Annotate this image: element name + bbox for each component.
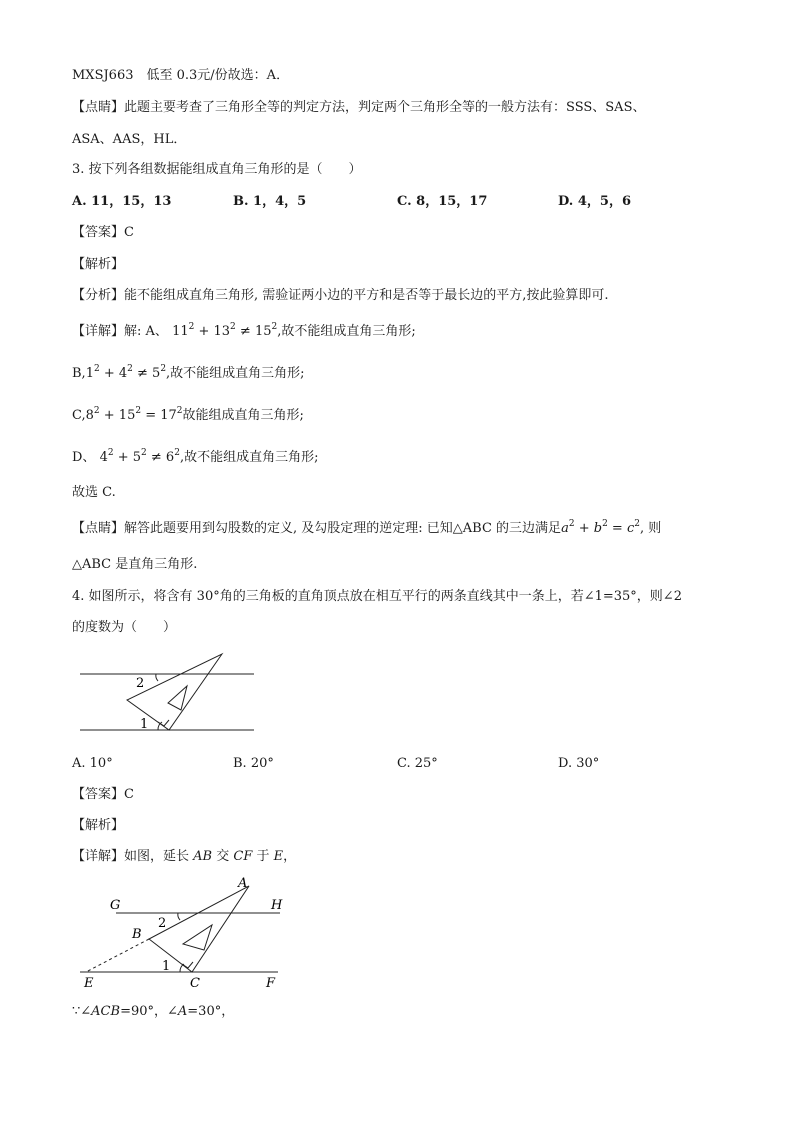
formula-pythagoras: $a^2 + b^2 = c^2$ bbox=[561, 519, 640, 536]
detail-a-prefix: 解: A、 bbox=[124, 324, 168, 339]
extension-be bbox=[86, 939, 149, 972]
detail-a-suffix: ,故不能组成直角三角形; bbox=[277, 324, 416, 339]
comment-part1: 解答此题要用到勾股数的定义, 及勾股定理的逆定理: 已知△ABC 的三边满足 bbox=[124, 521, 562, 536]
angle-1-arc bbox=[158, 722, 162, 730]
point-e: E bbox=[273, 849, 284, 864]
detail-d-suffix: ,故不能组成直角三角形; bbox=[179, 450, 319, 465]
label-2: 2 bbox=[136, 676, 145, 691]
q2-comment-line1 bbox=[72, 99, 645, 117]
comment-tag: 【点睛】 bbox=[72, 521, 125, 536]
label-a: A bbox=[238, 876, 248, 891]
last-prefix: ∵∠ bbox=[72, 1004, 92, 1019]
label-f: F bbox=[266, 976, 276, 991]
detail-c-prefix: C, bbox=[72, 408, 86, 423]
formula-a: $11^2 + 13^2 \ne 15^2$ bbox=[172, 322, 278, 339]
angle-a: A bbox=[177, 1004, 188, 1019]
q3-detail-b bbox=[72, 365, 305, 383]
label-2: 2 bbox=[158, 916, 167, 931]
q4-detail bbox=[72, 848, 296, 866]
label-g: G bbox=[110, 898, 121, 913]
detail-mid2: 于 bbox=[252, 849, 274, 864]
q4-answer bbox=[72, 786, 134, 804]
last-end: =30°， bbox=[187, 1004, 235, 1019]
label-b: B bbox=[132, 927, 142, 942]
q4-figure-1 bbox=[72, 648, 262, 736]
q4-question-line2: 的度数为（ ） bbox=[72, 620, 177, 635]
q3-answer bbox=[72, 224, 134, 242]
angle-acb: ACB bbox=[91, 1004, 121, 1019]
q3-comment-line1 bbox=[72, 520, 661, 538]
answer-tag: 【答案】 bbox=[72, 225, 125, 240]
label-c: C bbox=[190, 976, 200, 991]
q4-analysis-tag: 【解析】 bbox=[72, 818, 125, 833]
q3-option-b: B. 1，4，5 bbox=[233, 194, 307, 209]
formula-b: $1^2 + 4^2 \ne 5^2$ bbox=[85, 364, 167, 381]
detail-prefix: 如图，延长 bbox=[124, 849, 194, 864]
q3-comment-line2: △ABC 是直角三角形. bbox=[72, 557, 198, 572]
set-square-inner bbox=[168, 686, 187, 710]
q4-option-c: C. 25° bbox=[397, 756, 438, 771]
segment-ab: AB bbox=[193, 849, 213, 864]
right-angle-mark bbox=[158, 720, 169, 726]
q2-comment-line2: ASA、AAS，HL． bbox=[72, 132, 187, 147]
q3-fenxi bbox=[72, 287, 609, 305]
q4-option-b: B. 20° bbox=[233, 756, 274, 771]
q3-detail-a bbox=[72, 323, 416, 341]
angle-2-arc bbox=[156, 674, 158, 681]
comment-tag: 【点睛】 bbox=[72, 100, 125, 115]
formula-d: $4^2 + 5^2 \ne 6^2$ bbox=[99, 448, 180, 465]
q3-option-c: C. 8，15，17 bbox=[397, 194, 488, 209]
formula-c: $8^2 + 15^2 = 17^2$ bbox=[85, 406, 183, 423]
right-angle-mark bbox=[182, 962, 193, 968]
q3-detail-d bbox=[72, 449, 318, 467]
angle-2-arc bbox=[178, 913, 180, 920]
comment-part2: , 则 bbox=[639, 521, 662, 536]
detail-d-prefix: D、 bbox=[72, 450, 96, 465]
q3-option-d: D. 4，5，6 bbox=[558, 194, 631, 209]
label-1: 1 bbox=[162, 959, 171, 974]
q3-conclusion: 故选 C. bbox=[72, 485, 116, 500]
last-mid: =90°，∠ bbox=[120, 1004, 178, 1019]
fenxi-tag: 【分析】 bbox=[72, 288, 125, 303]
answer-value: C bbox=[124, 225, 134, 240]
set-square-inner bbox=[183, 925, 212, 950]
detail-b-prefix: B, bbox=[72, 366, 86, 381]
comment-text: 此题主要考查了三角形全等的判定方法，判定两个三角形全等的一般方法有：SSS、SAS、 bbox=[124, 100, 646, 115]
q4-option-d: D. 30° bbox=[558, 756, 600, 771]
segment-cf: CF bbox=[233, 849, 253, 864]
q3-question: 3. 按下列各组数据能组成直角三角形的是（ ） bbox=[72, 162, 362, 177]
answer-value: C bbox=[124, 787, 134, 802]
q4-last-line bbox=[72, 1003, 234, 1021]
q3-analysis-tag: 【解析】 bbox=[72, 257, 125, 272]
label-h: H bbox=[271, 898, 283, 913]
detail-end: ， bbox=[283, 849, 297, 864]
q4-figure-2 bbox=[72, 872, 292, 994]
detail-b-suffix: ,故不能组成直角三角形; bbox=[166, 366, 305, 381]
label-e: E bbox=[84, 976, 94, 991]
q4-question-line1: 4. 如图所示，将含有 30°角的三角板的直角顶点放在相互平行的两条直线其中一条上，若∠1=35°，则∠2 bbox=[72, 589, 682, 604]
q3-detail-c bbox=[72, 407, 304, 425]
q3-option-a: A. 11，15，13 bbox=[72, 194, 172, 209]
detail-mid1: 交 bbox=[212, 849, 234, 864]
header-line: MXSJ663 低至 0.3元/份故选：A． bbox=[72, 68, 290, 83]
detail-tag: 【详解】 bbox=[72, 849, 125, 864]
fenxi-text: 能不能组成直角三角形, 需验证两小边的平方和是否等于最长边的平方,按此验算即可. bbox=[124, 288, 609, 303]
q4-option-a: A. 10° bbox=[72, 756, 113, 771]
detail-c-suffix: 故能组成直角三角形; bbox=[182, 408, 304, 423]
answer-tag: 【答案】 bbox=[72, 787, 125, 802]
label-1: 1 bbox=[140, 717, 149, 732]
detail-tag: 【详解】 bbox=[72, 324, 125, 339]
